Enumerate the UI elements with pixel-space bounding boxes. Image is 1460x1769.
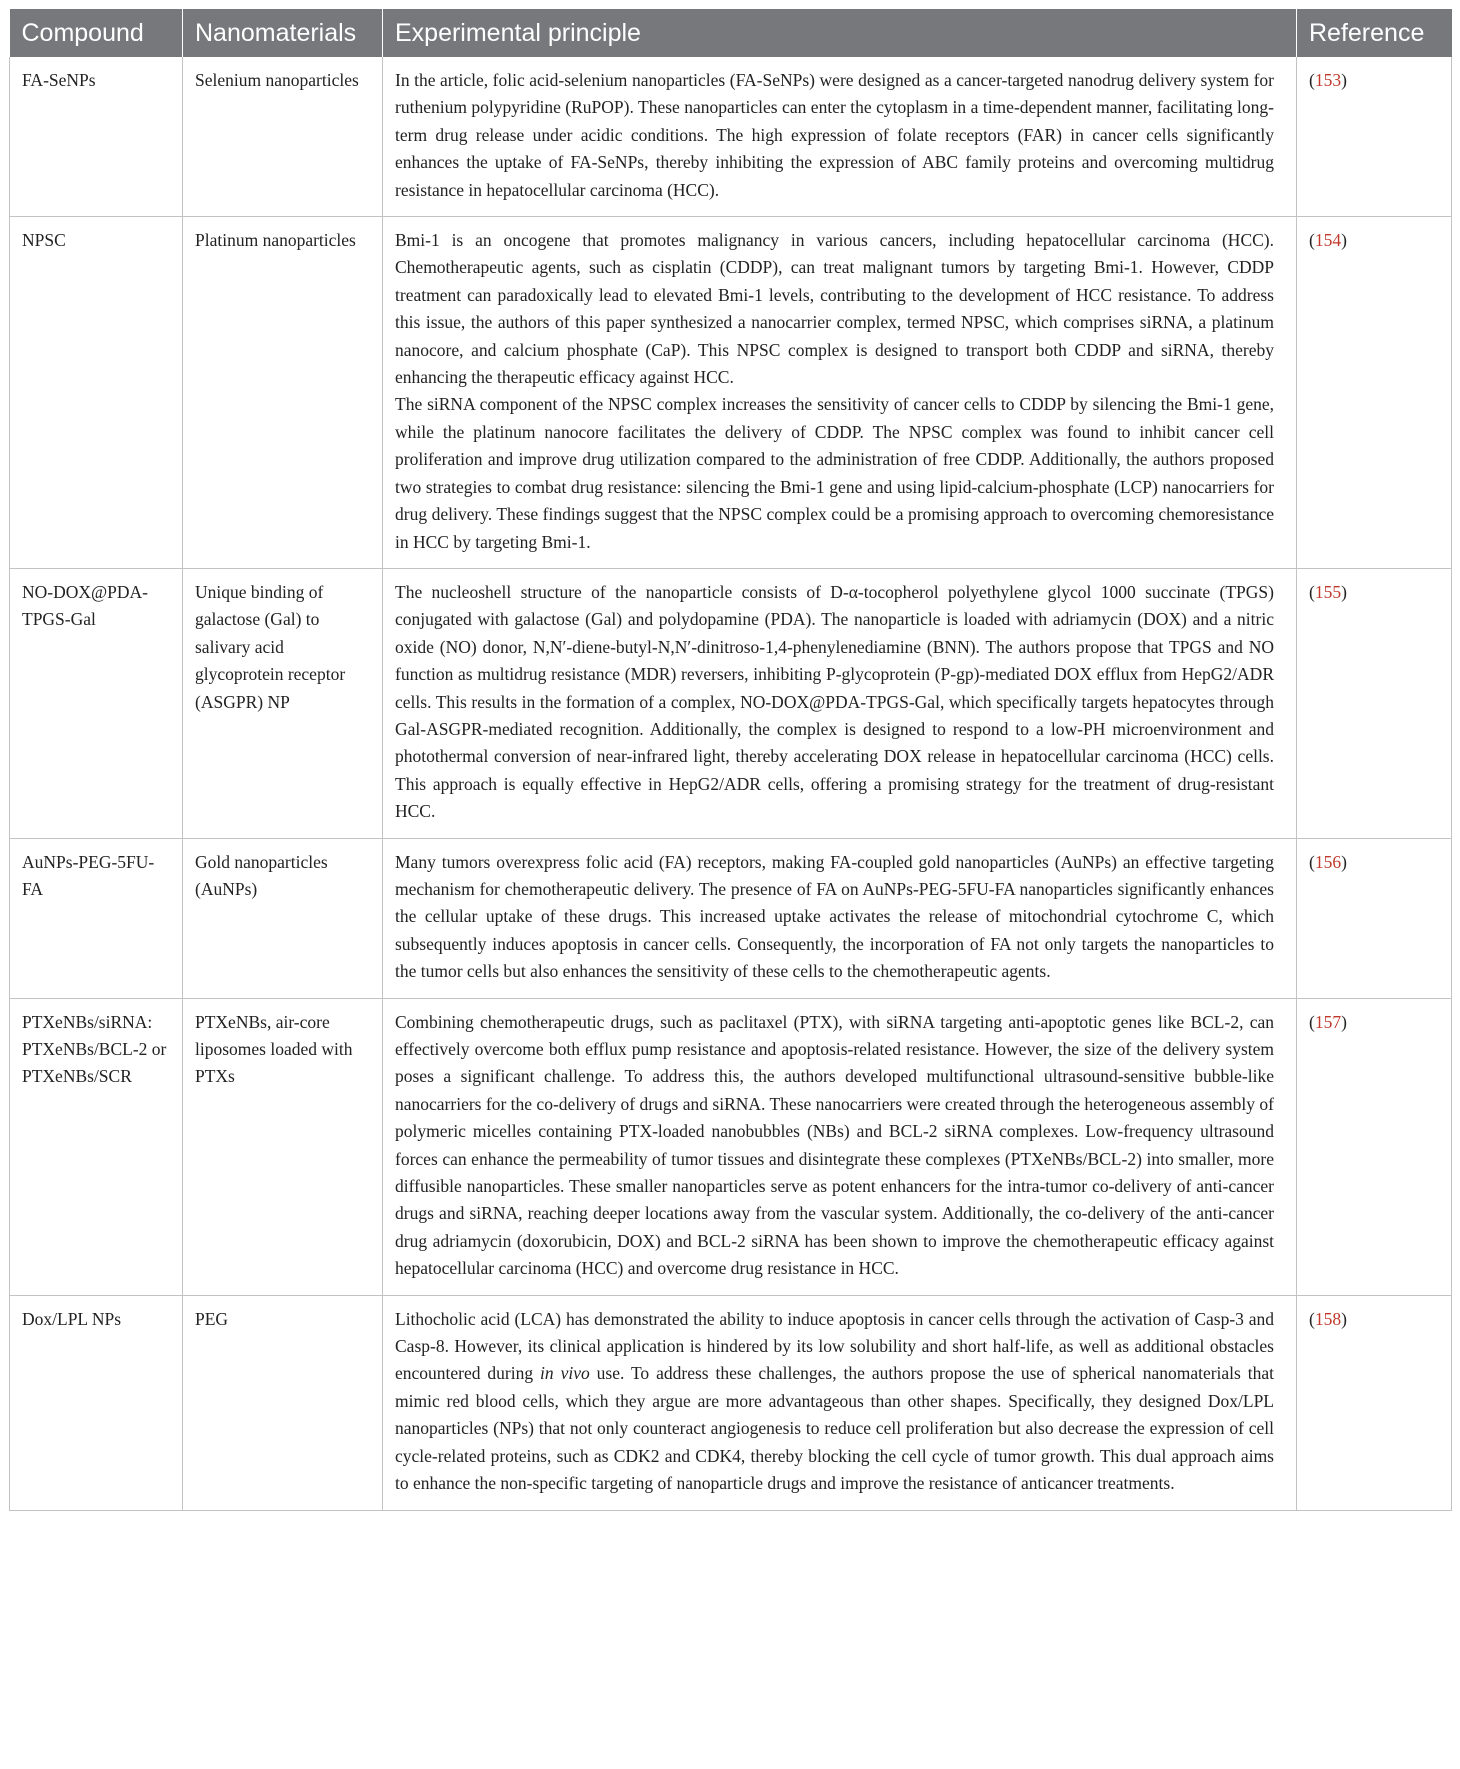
nanomaterial-cell: PEG	[183, 1295, 383, 1510]
table-row	[10, 57, 1452, 217]
reference-open-paren: (	[1309, 1011, 1315, 1032]
nanomaterial-cell: Gold nanoparticles (AuNPs)	[183, 838, 383, 998]
principle-cell	[383, 838, 1297, 998]
reference-link[interactable]: 153	[1314, 70, 1342, 90]
compound-cell: NO-DOX@PDA-TPGS-Gal	[10, 568, 183, 838]
reference-close-paren: )	[1341, 1011, 1347, 1032]
reference-cell	[1297, 217, 1452, 569]
header-row	[10, 9, 1452, 57]
principle-paragraph: The siRNA component of the NPSC complex increases the sensitivity of cancer cells to CDDP by silencing the Bmi-1 gene, while the platinum nanocore facilitates the delivery of CDDP. The NPSC complex was found to inhibit cancer cell proliferation and improve drug utilization compared to the administration of free CDDP. Additionally, the authors proposed two strategies to combat drug resistance: silencing the Bmi-1 gene and using lipid-calcium-phosphate (LCP) nanocarriers for drug delivery. These findings suggest that the NPSC complex could be a promising approach to overcoming chemoresistance in HCC by targeting Bmi-1.	[395, 394, 1274, 552]
compound-cell: Dox/LPL NPs	[10, 1295, 183, 1510]
reference-cell	[1297, 568, 1452, 838]
reference-cell	[1297, 1295, 1452, 1510]
compound-cell: AuNPs-PEG-5FU-FA	[10, 838, 183, 998]
reference-cell	[1297, 998, 1452, 1295]
principle-paragraph: Many tumors overexpress folic acid (FA) receptors, making FA-coupled gold nanoparticles (AuNPs) an effective targeting mechanism for chemotherapeutic delivery. The presence of FA on AuNPs-PEG-5FU-FA nanoparticles significantly enhances the cellular uptake of these drugs. This increased uptake activates the release of mitochondrial cytochrome C, which subsequently induces apoptosis in cancer cells. Consequently, the incorporation of FA not only targets the nanoparticles to the tumor cells but also enhances the sensitivity of these cells to the chemotherapeutic agents.	[395, 851, 1274, 982]
principle-cell	[383, 57, 1297, 217]
reference-link[interactable]: 156	[1314, 851, 1342, 872]
principle-cell	[383, 568, 1297, 838]
table-body	[10, 57, 1452, 1510]
table-row	[10, 217, 1452, 569]
table-row	[10, 1295, 1452, 1510]
reference-close-paren: )	[1341, 851, 1347, 872]
principle-paragraph: Combining chemotherapeutic drugs, such as paclitaxel (PTX), with siRNA targeting anti-apoptotic genes like BCL-2, can effectively overcome both efflux pump resistance and apoptosis-related resistance. However, the size of the delivery system poses a significant challenge. To address this, the authors developed multifunctional ultrasound-sensitive bubble-like nanocarriers for the co-delivery of drugs and siRNA. These nanocarriers were created through the heterogeneous assembly of polymeric micelles containing PTX-loaded nanobubbles (NBs) and BCL-2 siRNA complexes. Low-frequency ultrasound forces can enhance the permeability of tumor tissues and disintegrate these complexes (PTXeNBs/BCL-2) into smaller, more diffusible nanoparticles. These smaller nanoparticles serve as potent enhancers for the intra-tumor co-delivery of anti-cancer drugs and siRNA, reaching deeper locations away from the vascular system. Additionally, the co-delivery of the anti-cancer drug adriamycin (doxorubicin, DOX) and BCL-2 siRNA has been shown to improve the chemotherapeutic efficacy against hepatocellular carcinoma (HCC) and overcome drug resistance in HCC.	[395, 1011, 1274, 1279]
data-table	[9, 9, 1452, 1511]
reference-open-paren: (	[1309, 70, 1315, 90]
reference-close-paren: )	[1341, 70, 1347, 90]
principle-cell	[383, 217, 1297, 569]
header-compound: Compound	[10, 9, 183, 57]
reference-link[interactable]: 154	[1314, 230, 1342, 251]
reference-cell	[1297, 838, 1452, 998]
reference-close-paren: )	[1341, 230, 1347, 251]
reference-open-paren: (	[1309, 230, 1315, 251]
reference-link[interactable]: 155	[1314, 581, 1342, 602]
compound-cell: NPSC	[10, 217, 183, 569]
table-container	[9, 9, 1451, 1511]
table-row	[10, 998, 1452, 1295]
reference-open-paren: (	[1309, 1308, 1315, 1329]
compound-cell: FA-SeNPs	[10, 57, 183, 217]
principle-cell	[383, 998, 1297, 1295]
header-nanomaterials: Nanomaterials	[183, 9, 383, 57]
reference-link[interactable]: 158	[1314, 1308, 1342, 1329]
nanomaterial-cell: PTXeNBs, air-core liposomes loaded with PTXs	[183, 998, 383, 1295]
principle-cell	[383, 1295, 1297, 1510]
reference-link[interactable]: 157	[1314, 1011, 1342, 1032]
nanomaterial-cell: Unique binding of galactose (Gal) to salivary acid glycoprotein receptor (ASGPR) NP	[183, 568, 383, 838]
reference-close-paren: )	[1341, 581, 1347, 602]
compound-cell: PTXeNBs/siRNA: PTXeNBs/BCL-2 or PTXeNBs/SCR	[10, 998, 183, 1295]
header-reference: Reference	[1297, 9, 1452, 57]
italic-term: in vivo	[540, 1363, 590, 1384]
principle-paragraph: Bmi-1 is an oncogene that promotes malignancy in various cancers, including hepatocellular carcinoma (HCC). Chemotherapeutic agents, such as cisplatin (CDDP), can treat malignant tumors by targeting Bmi-1. However, CDDP treatment can paradoxically lead to elevated Bmi-1 levels, contributing to the development of HCC resistance. To address this issue, the authors of this paper synthesized a nanocarrier complex, termed NPSC, which comprises siRNA, a platinum nanocore, and calcium phosphate (CaP). This NPSC complex is designed to transport both CDDP and siRNA, thereby enhancing the therapeutic efficacy against HCC.	[395, 230, 1274, 388]
principle-paragraph: Lithocholic acid (LCA) has demonstrated the ability to induce apoptosis in cancer cells through the activation of Casp-3 and Casp-8. However, its clinical application is hindered by its low solubility and short half-life, as well as additional obstacles encountered during in vivo use. To address these challenges, the authors propose the use of spherical nanomaterials that mimic red blood cells, which they argue are more advantageous than other shapes. Specifically, they designed Dox/LPL nanoparticles (NPs) that not only counteract angiogenesis to reduce cell proliferation but also decrease the expression of cell cycle-related proteins, such as CDK2 and CDK4, thereby blocking the cell cycle of tumor growth. This dual approach aims to enhance the non-specific targeting of nanoparticle drugs and improve the resistance of anticancer treatments.	[395, 1308, 1275, 1494]
table-row	[10, 568, 1452, 838]
principle-paragraph: In the article, folic acid-selenium nanoparticles (FA-SeNPs) were designed as a cancer-targeted nanodrug delivery system for ruthenium polypyridine (RuPOP). These nanoparticles can enter the cytoplasm in a time-dependent manner, facilitating long-term drug release under acidic conditions. The high expression of folate receptors (FAR) in cancer cells significantly enhances the uptake of FA-SeNPs, thereby inhibiting the expression of ABC family proteins and overcoming multidrug resistance in hepatocellular carcinoma (HCC).	[395, 70, 1274, 200]
reference-open-paren: (	[1309, 851, 1315, 872]
header-experimental-principle: Experimental principle	[383, 9, 1297, 57]
reference-cell	[1297, 57, 1452, 217]
nanomaterial-cell: Platinum nanoparticles	[183, 217, 383, 569]
table-row	[10, 838, 1452, 998]
reference-open-paren: (	[1309, 581, 1315, 602]
nanomaterial-cell: Selenium nanoparticles	[183, 57, 383, 217]
reference-close-paren: )	[1341, 1308, 1347, 1329]
principle-paragraph: The nucleoshell structure of the nanoparticle consists of D-α-tocopherol polyethylene glycol 1000 succinate (TPGS) conjugated with galactose (Gal) and polydopamine (PDA). The nanoparticle is loaded with adriamycin (DOX) and a nitric oxide (NO) donor, N,N′-diene-butyl-N,N′-dinitroso-1,4-phenylenediamine (BNN). The authors propose that TPGS and NO function as multidrug resistance (MDR) reversers, inhibiting P-glycoprotein (P-gp)-mediated DOX efflux from HepG2/ADR cells. This results in the formation of a complex, NO-DOX@PDA-TPGS-Gal, which specifically targets hepatocytes through Gal-ASGPR-mediated recognition. Additionally, the complex is designed to respond to a low-PH microenvironment and photothermal conversion of near-infrared light, thereby accelerating DOX release in hepatocellular carcinoma (HCC) cells. This approach is equally effective in HepG2/ADR cells, offering a promising strategy for the treatment of drug-resistant HCC.	[395, 581, 1274, 822]
table-header	[10, 9, 1452, 57]
